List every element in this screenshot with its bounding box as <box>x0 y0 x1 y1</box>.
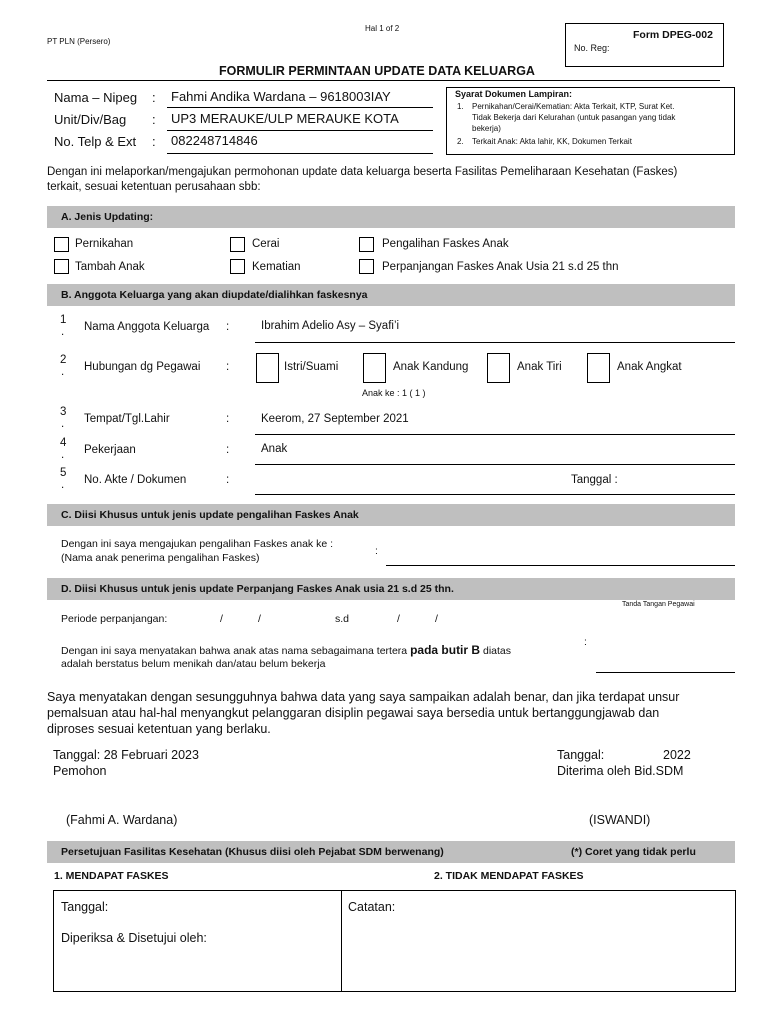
label-pernikahan: Pernikahan <box>75 238 134 250</box>
row-3-number: 3 <box>60 406 67 418</box>
checkbox-anak-angkat[interactable] <box>587 353 610 383</box>
period-slash-1: / <box>220 613 223 625</box>
company-name: PT PLN (Persero) <box>47 37 111 46</box>
section-a-header <box>47 206 735 228</box>
requirement-2-line1: Terkait Anak: Akta lahir, KK, Dokumen Terkait <box>472 137 632 146</box>
title-underline <box>47 80 720 81</box>
relationship-label: Hubungan dg Pegawai <box>84 361 201 373</box>
section-b-title: B. Anggota Keluarga yang akan diupdate/dialihkan faskesnya <box>61 289 368 301</box>
declaration-line-1: Saya menyatakan dengan sesungguhnya bahwa data yang saya sampaikan adalah benar, dan jika terdapat unsur <box>47 690 680 704</box>
document-date-label: Tanggal : <box>571 474 618 486</box>
unit-colon: : <box>152 112 156 127</box>
approval-note: (*) Coret yang tidak perlu <box>571 846 696 858</box>
checkbox-tambah-anak[interactable] <box>54 259 69 274</box>
option-no-faskes[interactable]: 2. TIDAK MENDAPAT FASKES <box>434 870 584 882</box>
label-perpanjangan-faskes: Perpanjangan Faskes Anak Usia 21 s.d 25 thn <box>382 261 619 273</box>
requirement-2-number: 2. <box>457 137 464 146</box>
job-label: Pekerjaan <box>84 444 136 456</box>
receiver-role: Diterima oleh Bid.SDM <box>557 764 684 778</box>
label-anak-angkat: Anak Angkat <box>617 361 682 373</box>
phone-field-line <box>167 153 433 154</box>
signature-label: Tanda Tangan Pegawai <box>622 601 695 608</box>
intro-line-2: terkait, sesuai ketentuan perusahaan sbb: <box>47 181 261 193</box>
transfer-field[interactable] <box>386 565 735 566</box>
member-name-line <box>255 342 735 343</box>
section-d-header <box>47 578 735 600</box>
label-anak-tiri: Anak Tiri <box>517 361 562 373</box>
period-label: Periode perpanjangan: <box>61 613 168 625</box>
statement-suffix: diatas <box>483 645 512 657</box>
document-label: No. Akte / Dokumen <box>84 474 187 486</box>
receiver-name: (ISWANDI) <box>589 813 651 827</box>
section-d-title: D. Diisi Khusus untuk jenis update Perpanjang Faskes Anak usia 21 s.d 25 thn. <box>61 583 454 595</box>
requirements-title: Syarat Dokumen Lampiran: <box>455 89 573 99</box>
form-code: Form DPEG-002 <box>633 29 713 41</box>
row-1-number: 1 <box>60 314 67 326</box>
phone-label: No. Telp & Ext <box>54 134 137 149</box>
transfer-line-2: (Nama anak penerima pengalihan Faskes) <box>61 552 260 564</box>
row-4-dot: . <box>61 449 65 461</box>
birth-colon: : <box>226 413 230 425</box>
requirement-1-line3: bekerja) <box>472 124 501 133</box>
applicant-role: Pemohon <box>53 764 107 778</box>
requirement-1-number: 1. <box>457 102 464 111</box>
approval-date-label: Tanggal: <box>61 900 109 914</box>
transfer-line-1: Dengan ini saya mengajukan pengalihan Faskes anak ke : <box>61 538 334 550</box>
requirement-1-line1: Pernikahan/Cerai/Kematian: Akta Terkait, KTP, Surat Ket. <box>472 102 675 111</box>
statement-line-1 <box>61 643 511 657</box>
statement-emphasis: pada butir B <box>410 643 481 657</box>
period-slash-3: / <box>397 613 400 625</box>
applicant-name: (Fahmi A. Wardana) <box>66 813 178 827</box>
name-field-line <box>167 107 433 108</box>
section-a-title: A. Jenis Updating: <box>61 211 154 223</box>
checkbox-cerai[interactable] <box>230 237 245 252</box>
row-5-number: 5 <box>60 467 67 479</box>
declaration-line-2: pemalsuan atau hal-hal menyangkut pelanggaran disiplin pegawai saya bersedia untuk bertanggungjawab dan <box>47 706 660 720</box>
approval-divider <box>341 890 342 992</box>
label-istri-suami: Istri/Suami <box>284 361 339 373</box>
unit-field[interactable]: UP3 MERAUKE/ULP MERAUKE KOTA <box>171 111 399 126</box>
member-name-field[interactable]: Ibrahim Adelio Asy – Syafi’i <box>261 320 400 332</box>
form-title: FORMULIR PERMINTAAN UPDATE DATA KELUARGA <box>219 64 535 78</box>
declaration-line-3: diproses sesuai ketentuan yang berlaku. <box>47 722 271 736</box>
reg-number-label: No. Reg: <box>574 43 610 53</box>
transfer-colon: : <box>375 545 378 557</box>
birth-line <box>255 434 735 435</box>
row-4-number: 4 <box>60 437 67 449</box>
label-pengalihan-faskes: Pengalihan Faskes Anak <box>382 238 509 250</box>
child-order: Anak ke : 1 ( 1 ) <box>362 388 426 398</box>
unit-label: Unit/Div/Bag <box>54 112 127 127</box>
label-anak-kandung: Anak Kandung <box>393 361 469 373</box>
section-b-header <box>47 284 735 306</box>
row-5-dot: . <box>61 479 65 491</box>
row-3-dot: . <box>61 418 65 430</box>
job-line <box>255 464 735 465</box>
receiver-year: 2022 <box>663 748 691 762</box>
phone-field[interactable]: 082248714846 <box>171 133 258 148</box>
member-name-label: Nama Anggota Keluarga <box>84 321 210 333</box>
birth-field[interactable]: Keerom, 27 September 2021 <box>261 413 409 425</box>
checkbox-pernikahan[interactable] <box>54 237 69 252</box>
approval-checked-label: Diperiksa & Disetujui oleh: <box>61 931 207 945</box>
page-number: Hal 1 of 2 <box>365 24 400 33</box>
job-colon: : <box>226 444 230 456</box>
row-2-number: 2 <box>60 354 67 366</box>
checkbox-anak-kandung[interactable] <box>363 353 386 383</box>
row-1-dot: . <box>61 326 65 338</box>
birth-label: Tempat/Tgl.Lahir <box>84 413 170 425</box>
row-2-dot: . <box>61 366 65 378</box>
signature-line[interactable] <box>596 672 735 673</box>
period-sd: s.d <box>335 613 350 625</box>
label-tambah-anak: Tambah Anak <box>75 261 145 273</box>
member-name-colon: : <box>226 321 230 333</box>
statement-prefix: Dengan ini saya menyatakan bahwa anak atas nama sebagaimana tertera <box>61 645 408 657</box>
checkbox-istri-suami[interactable] <box>256 353 279 383</box>
phone-colon: : <box>152 134 156 149</box>
checkbox-perpanjangan-faskes[interactable] <box>359 259 374 274</box>
approval-title: Persetujuan Fasilitas Kesehatan (Khusus diisi oleh Pejabat SDM berwenang) <box>61 846 444 858</box>
requirement-1-line2: Tidak Bekerja dari Kelurahan (untuk pasangan yang tidak <box>472 113 676 122</box>
job-field[interactable]: Anak <box>261 443 288 455</box>
period-slash-2: / <box>258 613 261 625</box>
option-get-faskes[interactable]: 1. MENDAPAT FASKES <box>54 870 169 882</box>
unit-field-line <box>167 130 433 131</box>
document-line[interactable] <box>255 494 735 495</box>
statement-line-2: adalah berstatus belum menikah dan/atau belum bekerja <box>61 658 326 670</box>
document-colon: : <box>226 474 230 486</box>
name-nipeg-label: Nama – Nipeg <box>54 90 138 105</box>
signature-colon: : <box>584 636 587 648</box>
checkbox-kematian[interactable] <box>230 259 245 274</box>
checkbox-pengalihan-faskes[interactable] <box>359 237 374 252</box>
section-c-header <box>47 504 735 526</box>
label-cerai: Cerai <box>252 238 280 250</box>
applicant-date: Tanggal: 28 Februari 2023 <box>53 748 199 762</box>
name-colon: : <box>152 90 156 105</box>
label-kematian: Kematian <box>252 261 301 273</box>
checkbox-anak-tiri[interactable] <box>487 353 510 383</box>
name-nipeg-field[interactable]: Fahmi Andika Wardana – 9618003IAY <box>171 89 391 104</box>
receiver-date-label: Tanggal: <box>557 748 605 762</box>
section-c-title: C. Diisi Khusus untuk jenis update pengalihan Faskes Anak <box>61 509 359 521</box>
approval-notes-label: Catatan: <box>348 900 396 914</box>
period-slash-4: / <box>435 613 438 625</box>
relationship-colon: : <box>226 361 230 373</box>
intro-line-1: Dengan ini melaporkan/mengajukan permohonan update data keluarga beserta Fasilitas Pemeliharaan Kesehatan (Faskes) <box>47 166 678 178</box>
